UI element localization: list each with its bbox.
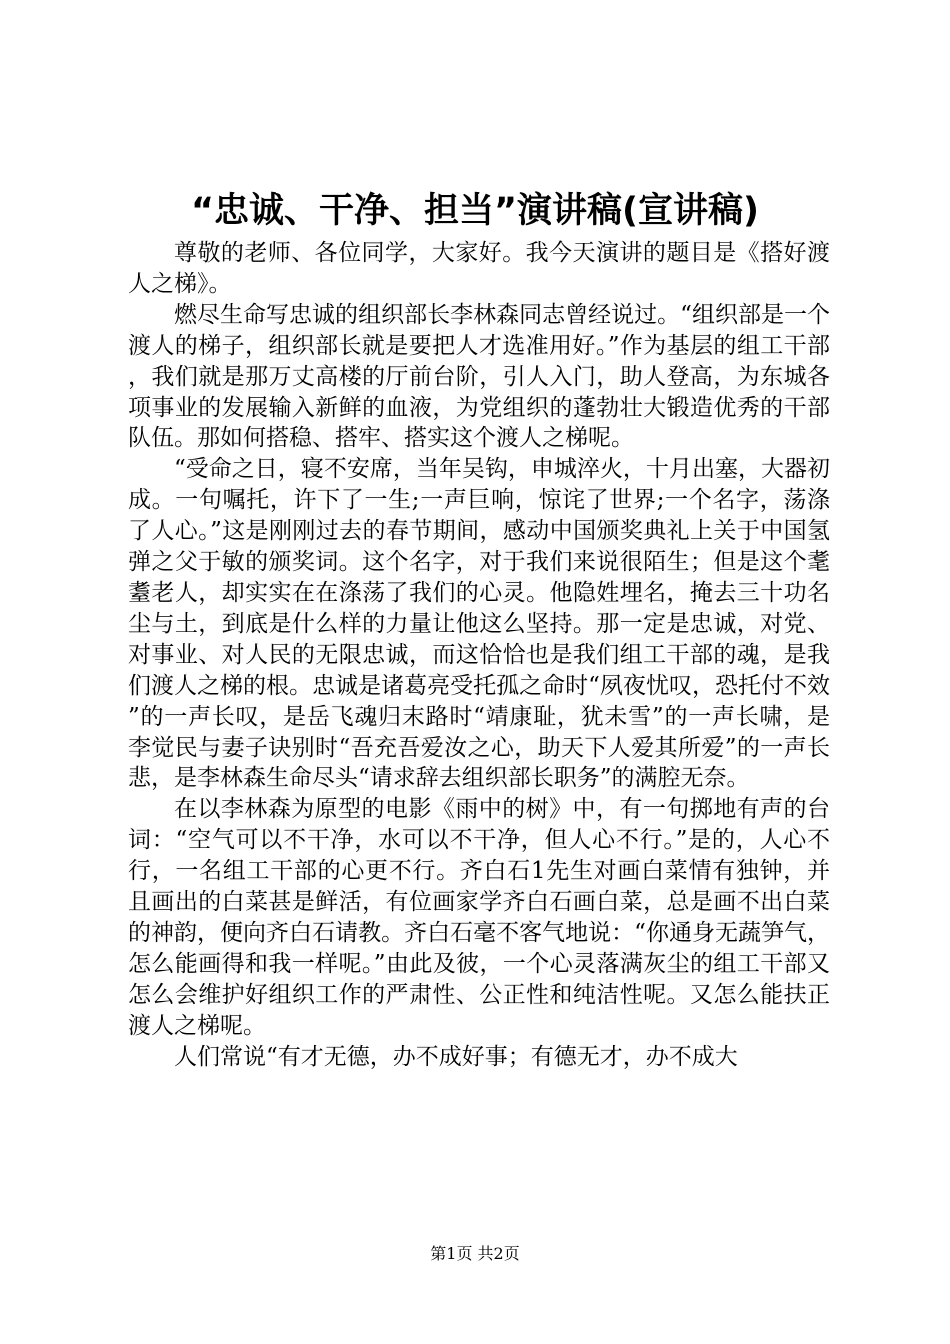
- document-body: [128, 238, 830, 1072]
- document-title: “忠诚、干净、担当”演讲稿(宣讲稿): [191, 191, 759, 231]
- paragraph: 尊敬的老师、各位同学，大家好。我今天演讲的题目是《搭好渡人之梯》。: [128, 240, 830, 297]
- paragraph: “受命之日，寝不安席，当年吴钩，申城淬火，十月出塞，大器初成。一句嘱托，许下了一生;一声巨响，惊诧了世界;一个名字，荡涤了人心。”这是刚刚过去的春节期间，感动中国颁奖典礼上关于中国氢弹之父于敏的颁奖词。这个名字，对于我们来说很陌生；但是这个耄耋老人，却实实在在涤荡了我们的心灵。他隐姓埋名，掩去三十功名尘与土，到底是什么样的力量让他这么坚持。那一定是忠诚，对党、对事业、对人民的无限忠诚，而这恰恰也是我们组工干部的魂，是我们渡人之梯的根。忠诚是诸葛亮受托孤之命时“夙夜忧叹，恐托付不效”的一声长叹，是岳飞魂归末路时“靖康耻，犹未雪”的一声长啸，是李觉民与妻子诀别时“吾充吾爱汝之心，助天下人爱其所爱”的一声长悲，是李林森生命尽头“请求辞去组织部长职务”的满腔无奈。: [128, 456, 830, 792]
- page-footer: 第1页 共2页: [430, 1244, 520, 1263]
- paragraph: 燃尽生命写忠诚的组织部长李林森同志曾经说过。“组织部是一个渡人的梯子，组织部长就是要把人才选准用好。”作为基层的组工干部，我们就是那万丈高楼的厅前台阶，引人入门，助人登高，为东城各项事业的发展输入新鲜的血液，为党组织的蓬勃壮大锻造优秀的干部队伍。那如何搭稳、搭牢、搭实这个渡人之梯呢。: [128, 301, 830, 452]
- paragraph: 人们常说“有才无德，办不成好事；有德无才，办不成大: [174, 1043, 738, 1070]
- paragraph: 在以李林森为原型的电影《雨中的树》中，有一句掷地有声的台词：“空气可以不干净，水可以不干净，但人心不行。”是的，人心不行，一名组工干部的心更不行。齐白石1先生对画白菜情有独钟，并且画出的白菜甚是鲜活，有位画家学齐白石画白菜，总是画不出白菜的神韵，便向齐白石请教。齐白石毫不客气地说：“你通身无蔬笋气，怎么能画得和我一样呢。”由此及彼，一个心灵落满灰尘的组工干部又怎么会维护好组织工作的严肃性、公正性和纯洁性呢。又怎么能扶正渡人之梯呢。: [128, 796, 830, 1039]
